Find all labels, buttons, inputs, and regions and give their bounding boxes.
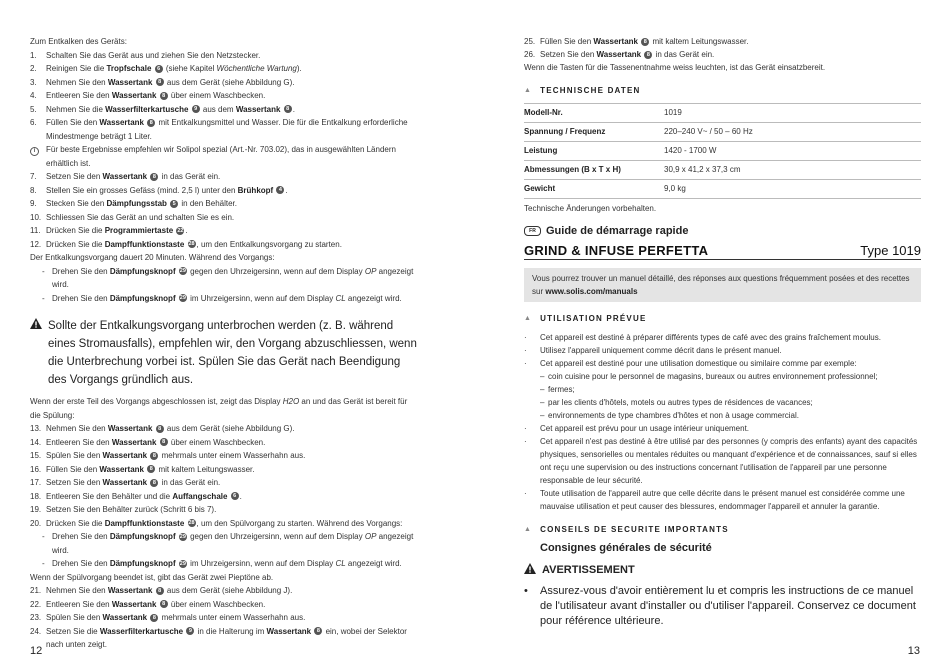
list-item: 24. Setzen Sie die Wasserfilterkartusche 9 in die Halterung im Wassertank 8 ein, wobei der Selektor nach unten zeigt. [30, 626, 407, 649]
avertissement-heading [524, 563, 921, 578]
consignes-heading: Consignes générales de sécurité [540, 542, 712, 554]
after-rinse-text: Wenn der Spülvorgang beendet ist, gibt das Gerät zwei Pieptöne ab. [30, 572, 274, 582]
tech-heading-text: TECHNISCHE DATEN [540, 86, 641, 95]
steps-b [30, 422, 420, 530]
spec-key: Gewicht [524, 180, 664, 199]
spec-value: 9,0 kg [664, 180, 921, 199]
first-part-text: Wenn der erste Teil des Vorgangs abgeschlossen ist, zeigt das Display H2O an und das Gerät ist bereit für die Spülung: [30, 397, 408, 420]
usage-item: · Cet appareil est destiné à préparer différents types de café avec des grains fraîchement moulus. [524, 333, 881, 342]
product-title: GRIND & INFUSE PERFETTA [524, 243, 709, 258]
triangle-icon: ▲ [524, 315, 533, 322]
list-item: 16. Füllen Sie den Wassertank 8 mit kaltem Leitungswasser. [30, 464, 255, 474]
list-item: i Für beste Ergebnisse empfehlen wir Solipol spezial (Art.-Nr. 703.02), das in ausgewählten Ländern erhältlich ist. [30, 143, 420, 170]
list-item: 23. Spülen Sie den Wassertank 8 mehrmals unter einem Wasserhahn aus. [30, 613, 306, 622]
usage-item: · Cet appareil est destiné pour une utilisation domestique ou similaire comme par exemple: [524, 359, 857, 368]
spec-key: Modell-Nr. [524, 104, 664, 123]
spec-value: 220–240 V~ / 50 – 60 Hz [664, 123, 921, 142]
info-icon: i [30, 147, 39, 156]
list-item: 22. Entleeren Sie den Wassertank 8 über einem Waschbecken. [30, 599, 266, 609]
right-page [475, 0, 950, 663]
list-item: 3. Nehmen Sie den Wassertank 8 aus dem Gerät (siehe Abbildung G). [30, 77, 295, 87]
usage-item: – par les clients d'hôtels, motels ou autres types de résidences de vacances; [540, 398, 813, 407]
list-item: 26. Setzen Sie den Wassertank 8 in das Gerät ein. [524, 50, 715, 59]
list-item: 20. Drücken Sie die Dampffunktionstaste 28 , um den Spülvorgang zu starten. Während des Vorgangs: [30, 518, 403, 528]
list-item: - Drehen Sie den Dämpfungsknopf 29 im Uhrzeigersinn, wenn auf dem Display CL angezeigt wird. [42, 559, 402, 568]
steps-a [30, 49, 420, 252]
duration-text: Der Entkalkungsvorgang dauert 20 Minuten. Während des Vorgangs: [30, 253, 275, 262]
spec-value: 1019 [664, 104, 921, 123]
list-item: 12. Drücken Sie die Dampffunktionstaste 28 , um den Entkalkungsvorgang zu starten. [30, 239, 342, 249]
spec-value: 1420 - 1700 W [664, 142, 921, 161]
spec-row [524, 123, 921, 142]
list-item: 17. Setzen Sie den Wassertank 8 in das Gerät ein. [30, 478, 221, 487]
list-item: 21. Nehmen Sie den Wassertank 8 aus dem Gerät (siehe Abbildung J). [30, 586, 293, 595]
tech-note: Technische Änderungen vorbehalten. [524, 204, 657, 213]
spec-table [524, 103, 921, 199]
list-item: 25. Füllen Sie den Wassertank 8 mit kaltem Leitungswasser. [524, 37, 749, 46]
list-item: 14. Entleeren Sie den Wassertank 8 über einem Waschbecken. [30, 437, 266, 447]
warning-icon [30, 317, 42, 389]
list-item: 15. Spülen Sie den Wassertank 8 mehrmals unter einem Wasserhahn aus. [30, 451, 306, 460]
safety-heading [524, 523, 921, 536]
usage-heading [524, 312, 921, 325]
list-item: 8. Stellen Sie ein grosses Gefäss (mind. 2,5 l) unter den Brühkopf 4 . [30, 185, 288, 195]
usage-item: · Utilisez l'appareil uniquement comme décrit dans le présent manuel. [524, 346, 782, 355]
list-item: 1. Schalten Sie das Gerät aus und ziehen Sie den Netzstecker. [30, 50, 261, 60]
intro-text: Zum Entkalken des Geräts: [30, 37, 127, 46]
list-item: 6. Füllen Sie den Wassertank 8 mit Entkalkungsmittel und Wasser. Die für die Entkalkung erforderliche Mindestmenge beträgt 1 Liter. [30, 118, 408, 141]
tech-heading [524, 84, 921, 97]
ready-text: Wenn die Tasten für die Tassenentnahme weiss leuchten, ist das Gerät einsatzbereit. [524, 63, 826, 72]
steps-c [30, 584, 420, 652]
guide-text: Guide de démarrage rapide [546, 225, 689, 237]
list-item: - Drehen Sie den Dämpfungsknopf 29 gegen den Uhrzeigersinn, wenn auf dem Display OP angezeigt wird. [42, 266, 414, 289]
steps-right [524, 35, 921, 61]
list-item: 10. Schliessen Sie das Gerät an und schalten Sie es ein. [30, 212, 235, 222]
info-box: Vous pourrez trouver un manuel détaillé, des réponses aux questions fréquemment posées et des recettes sur www.solis.com/manuals [524, 268, 921, 302]
list-item: 4. Entleeren Sie den Wassertank 8 über einem Waschbecken. [30, 91, 266, 100]
list-item: - Drehen Sie den Dämpfungsknopf 29 im Uhrzeigersinn, wenn auf dem Display CL angezeigt wird. [42, 293, 402, 303]
avertissement-text: Assurez-vous d'avoir entièrement lu et compris les instructions de ce manuel de l'utilisateur avant d'installer ou d'utiliser l'appareil. Conservez ce document pour référence ultérieure. [540, 585, 916, 627]
warning-icon [524, 563, 536, 578]
avertissement-item: • Assurez-vous d'avoir entièrement lu et compris les instructions de ce manuel de l'utilisateur avant d'installer ou d'utiliser l'appareil. Conservez ce document pour référence ultérieure. [524, 584, 921, 629]
usage-item: · Cet appareil est prévu pour un usage intérieur uniquement. [524, 424, 750, 433]
usage-item: – environnements de type chambres d'hôtes et non à usage commercial. [540, 411, 799, 420]
left-column [30, 35, 420, 652]
spec-key: Leistung [524, 142, 664, 161]
spec-row [524, 180, 921, 199]
triangle-icon: ▲ [524, 526, 533, 533]
spec-value: 30,9 x 41,2 x 37,3 cm [664, 161, 921, 180]
list-item: 19. Setzen Sie den Behälter zurück (Schritt 6 bis 7). [30, 505, 217, 514]
sub-list-b [30, 530, 420, 571]
spec-row [524, 161, 921, 180]
warning-text: Sollte der Entkalkungsvorgang unterbrochen werden (z. B. während eines Stromausfalls), empfehlen wir, den Vorgang abzuschliessen, wenn die Unterbrechung vorbei ist. Spülen Sie das Gerät nach Beendigung des Vorgangs gründlich aus. [48, 320, 417, 386]
list-item: 18. Entleeren Sie den Behälter und die Auffangschale 6 . [30, 491, 242, 501]
language-badge: FR [524, 226, 541, 236]
spec-row [524, 104, 921, 123]
usage-item: – coin cuisine pour le personnel de magasins, bureaux ou autres environnement professionnel; [540, 372, 878, 381]
usage-item: · Toute utilisation de l'appareil autre que celle décrite dans le présent manuel est considérée comme une mauvaise utilisation et peut causer des blessures, endommager l'appareil et annuler la garantie. [524, 489, 905, 511]
spec-key: Spannung / Frequenz [524, 123, 664, 142]
product-title-row [524, 244, 921, 260]
spec-key: Abmessungen (B x T x H) [524, 161, 664, 180]
sub-list-a [30, 265, 420, 306]
safety-heading-text: CONSEILS DE SECURITE IMPORTANTS [540, 525, 729, 534]
list-item: - Drehen Sie den Dämpfungsknopf 29 gegen den Uhrzeigersinn, wenn auf dem Display OP angezeigt wird. [42, 532, 414, 555]
usage-item: · Cet appareil n'est pas destiné à être utilisé par des personnes (y compris des enfants) ayant des capacités physiques, sensorielles ou mentales réduites ou manquant d'expérience et de connaissances, sauf si elles ont reçu une supervision ou des instructions concernant l'utilisation de l'appareil par une personne responsable de leur sécurité. [524, 437, 918, 485]
avertissement-title: AVERTISSEMENT [542, 564, 635, 576]
page-number-right: 13 [907, 645, 920, 657]
usage-heading-text: UTILISATION PRÉVUE [540, 314, 647, 323]
product-type: Type 1019 [860, 243, 921, 258]
page-number-left: 12 [30, 645, 43, 657]
list-item: 2. Reinigen Sie die Tropfschale 6 (siehe Kapitel Wöchentliche Wartung). [30, 64, 302, 73]
list-item: 9. Stecken Sie den Dämpfungsstab 5 in den Behälter. [30, 199, 237, 208]
list-item: 13. Nehmen Sie den Wassertank 8 aus dem Gerät (siehe Abbildung G). [30, 424, 295, 433]
list-item: 7. Setzen Sie den Wassertank 8 in das Gerät ein. [30, 172, 221, 181]
guide-heading [524, 225, 921, 238]
triangle-icon: ▲ [524, 87, 533, 94]
usage-item: – fermes; [540, 385, 575, 394]
list-item: 11. Drücken Sie die Programmiertaste 22 . [30, 226, 188, 235]
spec-row [524, 142, 921, 161]
warning-block [30, 317, 420, 389]
usage-list [524, 331, 921, 513]
list-item: 5. Nehmen Sie die Wasserfilterkartusche 9 aus dem Wassertank 8 . [30, 104, 295, 114]
right-column [524, 35, 921, 629]
